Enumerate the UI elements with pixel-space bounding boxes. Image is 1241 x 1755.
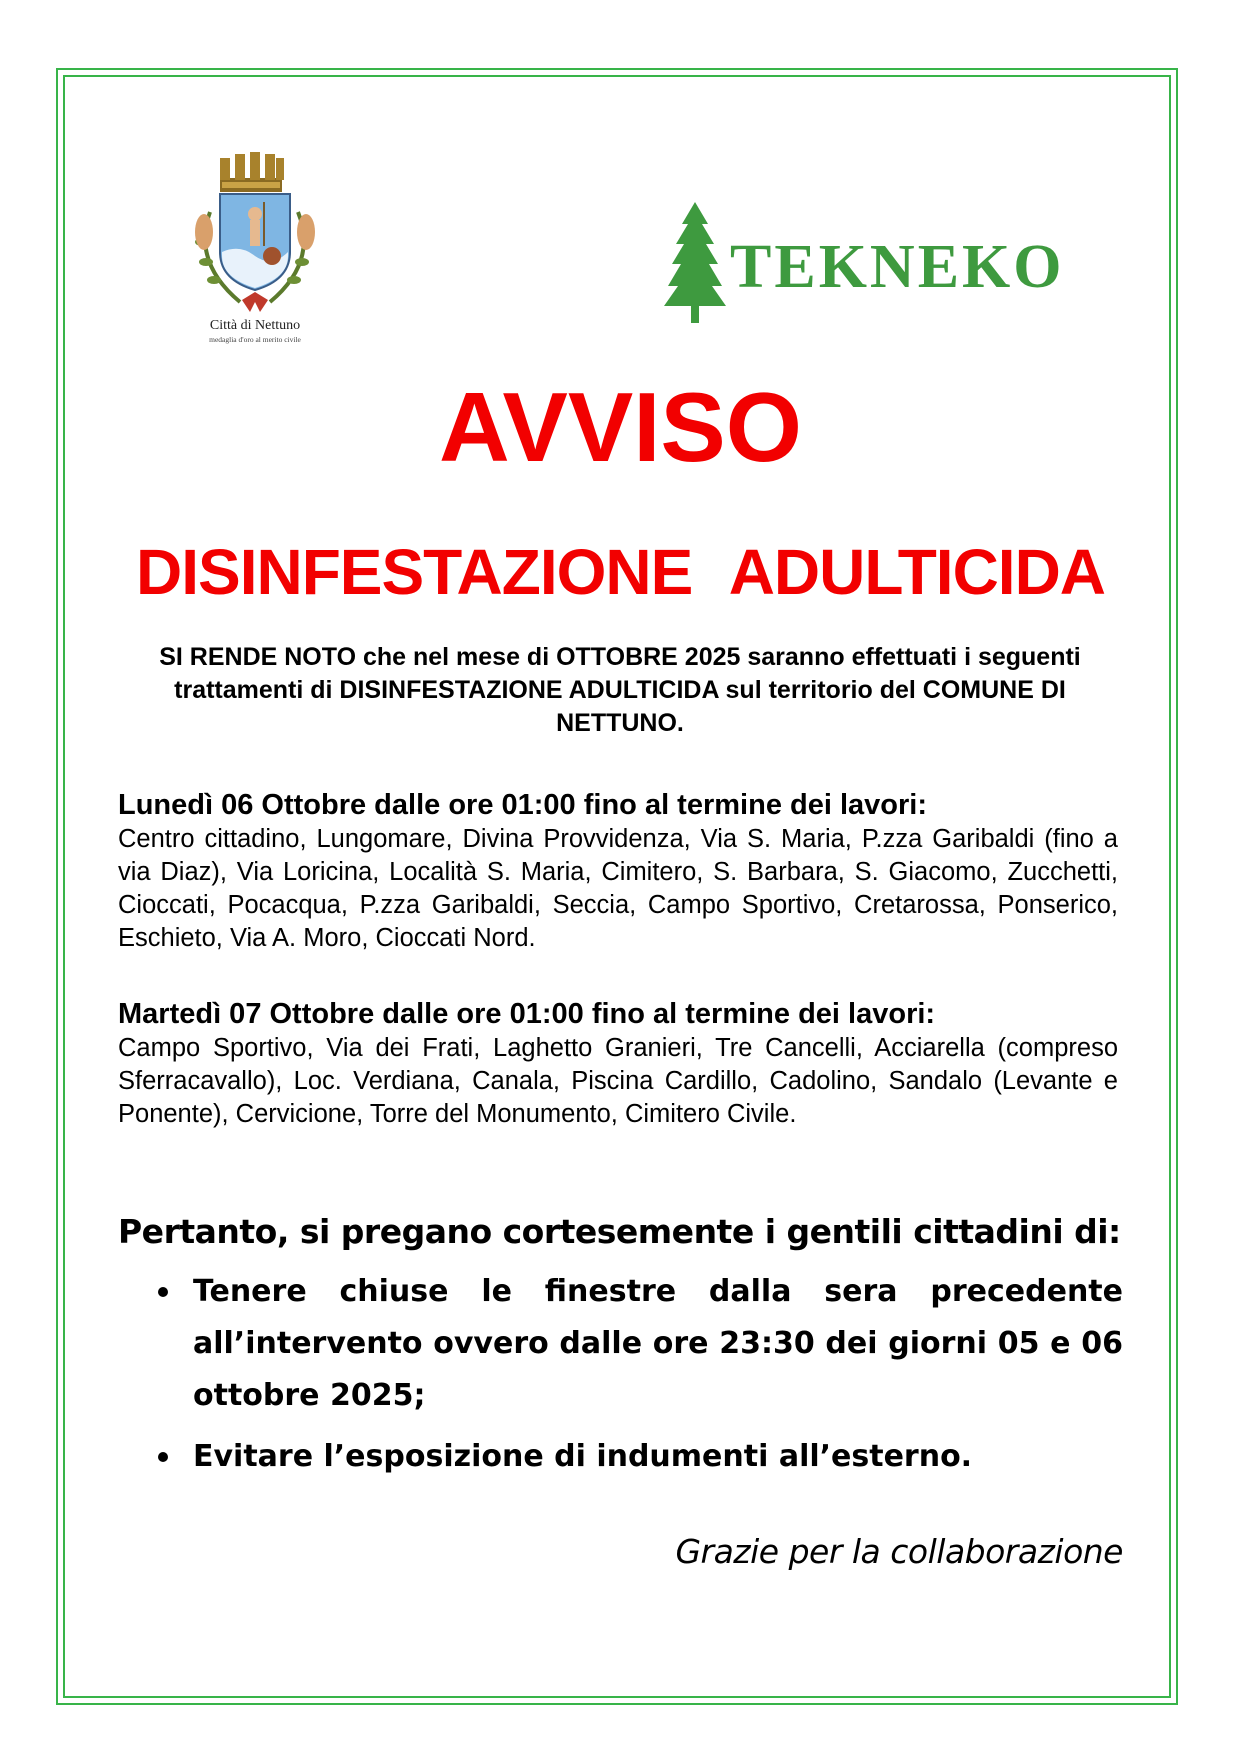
city-motto: medaglia d'oro al merito civile	[209, 335, 301, 344]
instruction-text: Tenere chiuse le finestre dalla sera precedente all’intervento ovvero dalle ore 23:30 dei giorni 05 e 06 ottobre 2025;	[193, 1274, 1123, 1413]
instructions-list	[148, 1266, 1123, 1483]
bullet-icon	[158, 1287, 168, 1297]
instruction-item	[148, 1431, 1123, 1483]
schedule-areas: Campo Sportivo, Via dei Frati, Laghetto Granieri, Tre Cancelli, Acciarella (compreso Sferracavallo), Loc. Verdiana, Canala, Piscina Cardillo, Cadolino, Sandalo (Levante e Ponente), Cervicione, Torre del Monumento, Cimitero Civile.	[118, 1034, 1118, 1128]
schedule-areas: Centro cittadino, Lungomare, Divina Provvidenza, Via S. Maria, P.zza Garibaldi (fino a via Diaz), Via Loricina, Località S. Maria, Cimitero, S. Barbara, S. Giacomo, Zucchetti, Cioccati, Pocacqua, P.zza Garibaldi, Seccia, Campo Sportivo, Cretarossa, Ponserico, Eschieto, Via A. Moro, Cioccati Nord.	[118, 825, 1118, 952]
instruction-text: Evitare l’esposizione di indumenti all’esterno.	[193, 1439, 973, 1474]
notice-title: AVVISO	[438, 372, 803, 482]
instruction-item	[148, 1266, 1123, 1422]
notice-subtitle: DISINFESTAZIONE ADULTICIDA	[136, 536, 1105, 608]
schedule-day-2	[118, 996, 1118, 1131]
tekneko-logo	[660, 202, 1070, 327]
notice-intro: SI RENDE NOTO che nel mese di OTTOBRE 2025 saranno effettuati i seguenti trattamenti di DISINFESTAZIONE ADULTICIDA sul territorio del COMUNE DI NETTUNO.	[159, 643, 1081, 737]
request-lead: Pertanto, si pregano cortesemente i gentili cittadini di:	[118, 1212, 1121, 1251]
closing-thanks: Grazie per la collaborazione	[675, 1532, 1123, 1571]
schedule-heading: Lunedì 06 Ottobre dalle ore 01:00 fino al termine dei lavori:	[118, 789, 927, 821]
pine-tree-icon	[660, 202, 730, 327]
bullet-icon	[158, 1452, 168, 1462]
logo-wordmark: TEKNEKO	[730, 233, 1065, 301]
schedule-day-1	[118, 787, 1118, 955]
city-crest-logo	[180, 152, 330, 352]
schedule-heading: Martedì 07 Ottobre dalle ore 01:00 fino al termine dei lavori:	[118, 998, 936, 1030]
city-name: Città di Nettuno	[209, 318, 301, 333]
coat-of-arms-icon	[180, 152, 330, 317]
